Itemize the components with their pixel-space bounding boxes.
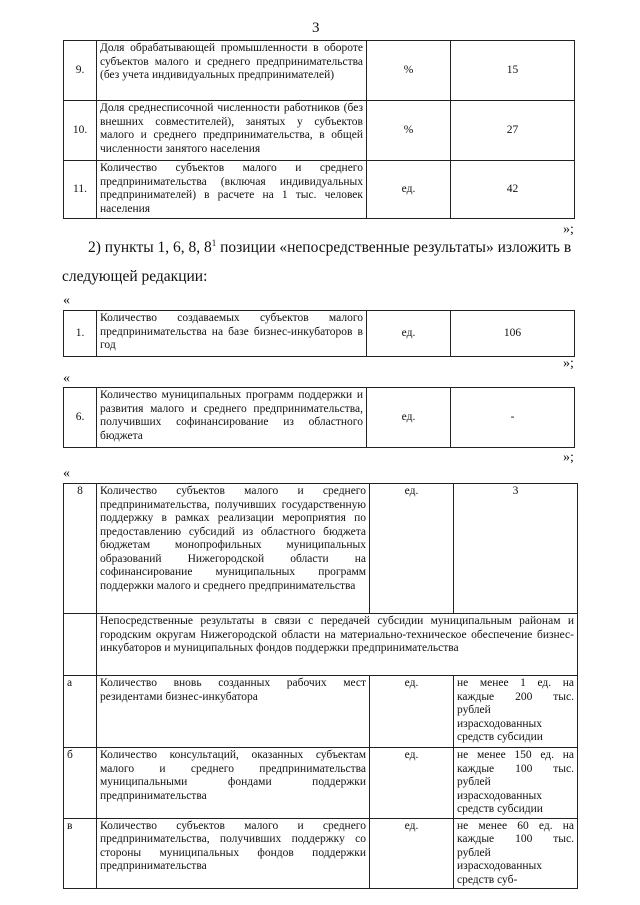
unit-cell: ед.: [367, 161, 451, 219]
value-cell: 15: [451, 41, 575, 101]
closing-quote: »;: [563, 450, 574, 465]
unit-cell: ед.: [367, 388, 451, 448]
unit-cell: %: [367, 101, 451, 161]
row-number: а: [64, 676, 97, 748]
row-number: 8: [64, 484, 97, 614]
indicator-text: Доля обрабатывающей промышленности в обороте субъектов малого и среднего предпринимательства (без учета индивидуальных предпринимателей): [97, 41, 367, 101]
opening-quote: «: [63, 371, 70, 386]
page-number: 3: [312, 20, 320, 36]
table-row: [64, 388, 575, 448]
value-cell: не менее 150 ед. на каждые 100 тыс. рублей израсходованных средств субсидии: [454, 748, 578, 819]
table-row: [64, 484, 578, 614]
table-row: [64, 161, 575, 219]
value-cell: 42: [451, 161, 575, 219]
section-header: Непосредственные результаты в связи с передачей субсидии муниципальным районам и городским округам Нижегородской области на материально-техническое обеспечение бизнес-инкубаторов и муниципальных фондов поддержки предпринимательства: [97, 614, 578, 676]
indicator-text: Количество субъектов малого и среднего предпринимательства, получивших государственную поддержку в рамках реализации мероприятия по предоставлению субсидий из областного бюджета бюджетам монопрофильных муниципальных образований Нижегородской области на софинансирование муниципальных программ поддержки малого и среднего предпринимательства: [97, 484, 370, 614]
unit-cell: ед.: [367, 311, 451, 357]
value-cell: -: [451, 388, 575, 448]
table-row: [64, 41, 575, 101]
amendment-paragraph: [88, 238, 588, 257]
unit-cell: ед.: [370, 748, 454, 819]
row-number: в: [64, 818, 97, 889]
paragraph-line2: следующей редакции:: [62, 268, 208, 285]
row-number: б: [64, 748, 97, 819]
unit-cell: %: [367, 41, 451, 101]
paragraph-line1-rest: позиции «непосредственные результаты» изложить в: [216, 239, 572, 257]
value-cell: не менее 60 ед. на каждые 100 тыс. рублей израсходованных средств суб-: [454, 818, 578, 889]
table-row: [64, 818, 578, 889]
row-number: 11.: [64, 161, 97, 219]
unit-cell: ед.: [370, 676, 454, 748]
table-row: [64, 101, 575, 161]
indicator-text: Доля среднесписочной численности работников (без внешних совместителей), занятых у субъектов малого и среднего предпринимательства, в общей численности занятого населения: [97, 101, 367, 161]
opening-quote: «: [63, 466, 70, 481]
unit-cell: ед.: [370, 484, 454, 614]
table-row: [64, 748, 578, 819]
paragraph-superscript: 1: [211, 238, 217, 248]
value-cell: 27: [451, 101, 575, 161]
indicator-text: Количество субъектов малого и среднего предпринимательства (включая индивидуальных предпринимателей) в расчете на 1 тыс. человек населения: [97, 161, 367, 219]
indicator-text: Количество консультаций, оказанных субъектам малого и среднего предпринимательства муниципальными фондами поддержки предпринимательства: [97, 748, 370, 819]
closing-quote: »;: [563, 222, 574, 237]
row-number: 10.: [64, 101, 97, 161]
row-number: 1.: [64, 311, 97, 357]
row-number: 9.: [64, 41, 97, 101]
indicators-table-3: [63, 387, 575, 448]
indicator-text: Количество вновь созданных рабочих мест резидентами бизнес-инкубатора: [97, 676, 370, 748]
indicator-text: Количество муниципальных программ поддержки и развития малого и среднего предпринимательства, получивших софинансирование из областного бюджета: [97, 388, 367, 448]
indicator-text: Количество субъектов малого и среднего предпринимательства, получивших поддержку со стороны муниципальных фондов поддержки предпринимательства: [97, 818, 370, 889]
indicators-table-4: [63, 483, 578, 889]
table-row: [64, 614, 578, 676]
value-cell: не менее 1 ед. на каждые 200 тыс. рублей израсходованных средств субсидии: [454, 676, 578, 748]
indicator-text: Количество создаваемых субъектов малого предпринимательства на базе бизнес-инкубаторов в год: [97, 311, 367, 357]
value-cell: 106: [451, 311, 575, 357]
value-cell: 3: [454, 484, 578, 614]
table-row: [64, 676, 578, 748]
unit-cell: ед.: [370, 818, 454, 889]
opening-quote: «: [63, 293, 70, 308]
indicators-table-2: [63, 310, 575, 357]
paragraph-line1: 2) пункты 1, 6, 8, 8: [88, 239, 212, 257]
table-row: [64, 311, 575, 357]
indicators-table-1: [63, 40, 575, 219]
row-number: 6.: [64, 388, 97, 448]
closing-quote: »;: [563, 356, 574, 371]
row-number: [64, 614, 97, 676]
